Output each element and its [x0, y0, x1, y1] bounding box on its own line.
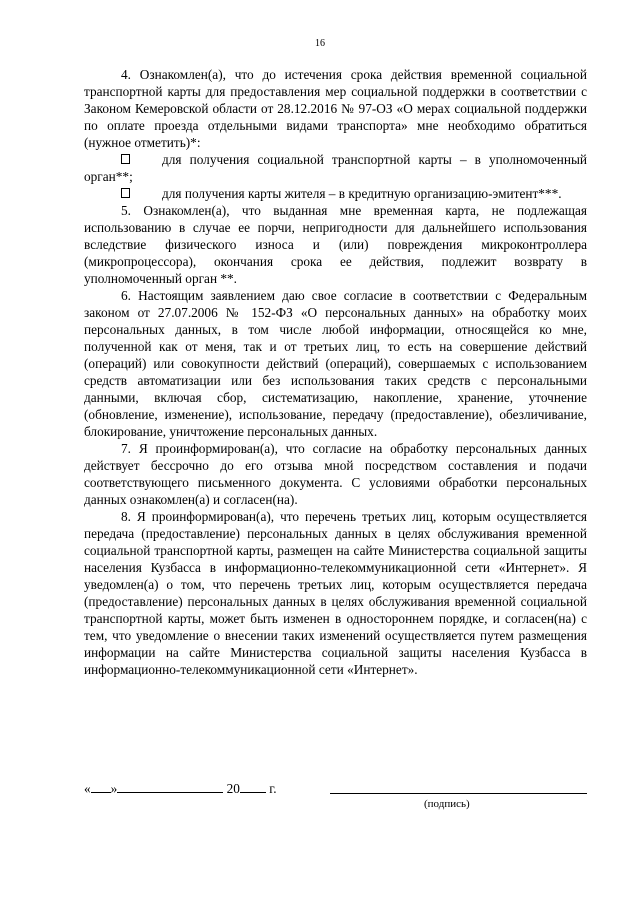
option-resident-card-text: для получения карты жителя – в кредитную организацию-эмитент***. [162, 186, 562, 201]
day-blank[interactable] [91, 780, 111, 793]
document-body [84, 66, 587, 678]
year-prefix: 20 [226, 781, 240, 796]
signature-label: (подпись) [424, 798, 470, 810]
signature-line[interactable] [330, 793, 587, 794]
checkbox-icon[interactable] [121, 188, 130, 198]
date-field [84, 780, 277, 797]
page-number: 16 [315, 38, 325, 49]
date-open-quote: « [84, 781, 91, 796]
signature-block [84, 780, 587, 820]
year-suffix: г. [269, 781, 277, 796]
paragraph-5: 5. Ознакомлен(а), что выданная мне временная карта, не подлежащая использованию в случае ее порчи, непригодности для дальнейшего использования вследствие физического износа и (или) повреждения микроконтроллера (микропроцессора), окончания срока ее действия, подлежит возврату в уполномоченный орган **. [84, 203, 587, 286]
option-social-card [84, 151, 587, 185]
date-close-quote: » [110, 781, 118, 796]
paragraph-6: 6. Настоящим заявлением даю свое согласие в соответствии с Федеральным законом от 27.07.2006 № 152-ФЗ «О персональных данных» на обработку моих персональных данных, в том числе любой информации, относящейся ко мне, полученной как от меня, так и от третьих лиц, то есть на совершение действий (операций) или совокупности действий (операций), совершаемых с использованием средств автоматизации или без использования таких средств с персональными данными, включая сбор, систематизацию, накопление, хранение, уточнение (обновление, изменение), использование, передачу (предоставление), обезличивание, блокирование, уничтожение персональных данных. [84, 288, 587, 439]
paragraph-7: 7. Я проинформирован(а), что согласие на обработку персональных данных действует бессрочно до его отзыва мной посредством составления и подачи соответствующего письменного документа. С условиями обработки персональных данных ознакомлен(а) и согласен(на). [84, 441, 587, 507]
option-social-card-text: для получения социальной транспортной карты – в уполномоченный орган**; [84, 152, 587, 184]
month-blank[interactable] [117, 780, 223, 793]
checkbox-icon[interactable] [121, 154, 130, 164]
paragraph-8: 8. Я проинформирован(а), что перечень третьих лиц, которым осуществляется передача (предоставление) персональных данных в целях обслуживания временной социальной транспортной карты, размещен на сайте Министерства социальной защиты населения Кузбасса в информационно-телекоммуникационной сети «Интернет». Я уведомлен(а) о том, что перечень третьих лиц, которым осуществляется передача (предоставление) персональных данных в целях обслуживания временной социальной транспортной карты, может быть изменен в одностороннем порядке, и согласен(на) с тем, что уведомление о внесении таких изменений осуществляется путем размещения информации на сайте Министерства социальной защиты населения Кузбасса в информационно-телекоммуникационной сети «Интернет». [84, 509, 587, 677]
year-blank[interactable] [240, 780, 266, 793]
option-resident-card [84, 185, 587, 202]
paragraph-4: 4. Ознакомлен(а), что до истечения срока действия временной социальной транспортной карты для предоставления мер социальной поддержки в соответствии с Законом Кемеровской области от 28.12.2016 № 97-ОЗ «О мерах социальной поддержки по оплате проезда отдельными видами транспорта» мне необходимо обратиться (нужное отметить)*: [84, 67, 587, 150]
